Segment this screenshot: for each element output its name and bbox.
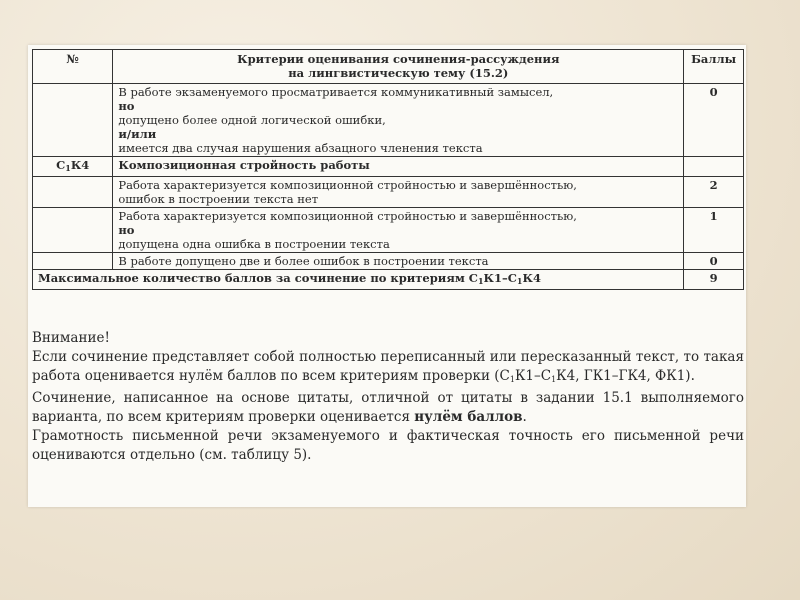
- table-row: [33, 84, 744, 157]
- document-page: [28, 45, 746, 507]
- note-sub: 1: [509, 375, 515, 384]
- note-paragraph-1: [32, 348, 744, 389]
- header-score: Баллы: [684, 50, 744, 84]
- table-header-row: [33, 50, 744, 84]
- table-row: [33, 253, 744, 270]
- row-number-cell: [33, 84, 113, 157]
- note-sub: 1: [551, 375, 557, 384]
- max-score-label: [33, 270, 684, 290]
- table-row-max: [33, 270, 744, 290]
- score-cell: 1: [684, 208, 744, 253]
- row-number-cell: [33, 208, 113, 253]
- criteria-cell: [113, 208, 684, 253]
- criterion-title: Композиционная стройность работы: [113, 157, 684, 177]
- note-text: К4, ГК1–ГК4, ФК1).: [556, 368, 695, 384]
- note-text: .: [522, 409, 527, 425]
- note-paragraph-2: [32, 389, 744, 427]
- criteria-text: В работе экзаменуемого просматривается коммуникативный замысел,: [118, 85, 554, 99]
- criterion-code: [33, 157, 113, 177]
- header-criteria: [113, 50, 684, 84]
- attention-heading: Внимание!: [32, 330, 110, 346]
- criteria-text: и/или: [118, 127, 157, 141]
- table-row-c1k4: [33, 157, 744, 177]
- max-sub: 1: [477, 276, 484, 286]
- score-cell: 0: [684, 84, 744, 157]
- code-suffix: К4: [70, 158, 90, 172]
- score-cell: 2: [684, 177, 744, 208]
- criteria-cell: [113, 84, 684, 157]
- criteria-table: [32, 49, 744, 290]
- criteria-text: Работа характеризуется композиционной стройностью и завершённостью,: [118, 209, 577, 223]
- max-score-value: 9: [684, 270, 744, 290]
- criteria-text: имеется два случая нарушения абзацного членения текста: [118, 141, 483, 155]
- notes-section: [32, 329, 744, 465]
- criteria-text: но: [118, 223, 135, 237]
- note-bold-text: нулём баллов: [414, 409, 523, 425]
- header-criteria-line1: Критерии оценивания сочинения-рассуждения: [237, 52, 560, 66]
- note-text: Если сочинение представляет собой полностью переписанный или пересказанный текст, то такая работа оценивается нулём баллов по всем критериям проверки (С: [32, 349, 744, 384]
- row-number-cell: [33, 253, 113, 270]
- note-text: К1–С: [514, 368, 552, 384]
- max-text: К4: [522, 271, 541, 285]
- note-paragraph-3: Грамотность письменной речи экзаменуемого и фактическая точность его письменной речи оцениваются отдельно (см. таблицу 5).: [32, 428, 744, 463]
- header-criteria-line2: на лингвистическую тему (15.2): [288, 66, 509, 80]
- header-number: №: [33, 50, 113, 84]
- max-sub: 1: [516, 276, 523, 286]
- criteria-text: Работа характеризуется композиционной стройностью и завершённостью,: [118, 178, 577, 192]
- criteria-cell: В работе допущено две и более ошибок в построении текста: [113, 253, 684, 270]
- max-text: Максимальное количество баллов за сочинение по критериям С: [38, 271, 478, 285]
- table-row: [33, 208, 744, 253]
- criteria-text: но: [118, 99, 135, 113]
- score-cell: 0: [684, 253, 744, 270]
- max-text: К1–С: [483, 271, 517, 285]
- code-subscript: 1: [65, 163, 71, 173]
- criteria-cell: [113, 177, 684, 208]
- criteria-text: ошибок в построении текста нет: [118, 192, 319, 206]
- row-number-cell: [33, 177, 113, 208]
- note-text: Сочинение, написанное на основе цитаты, отличной от цитаты в задании 15.1 выполняемого варианта, по всем критериям проверки оценивается: [32, 390, 744, 425]
- score-cell: [684, 157, 744, 177]
- table-row: [33, 177, 744, 208]
- criteria-text: допущена одна ошибка в построении текста: [118, 237, 390, 251]
- code-letter: С: [56, 158, 66, 172]
- criteria-text: допущено более одной логической ошибки,: [118, 113, 386, 127]
